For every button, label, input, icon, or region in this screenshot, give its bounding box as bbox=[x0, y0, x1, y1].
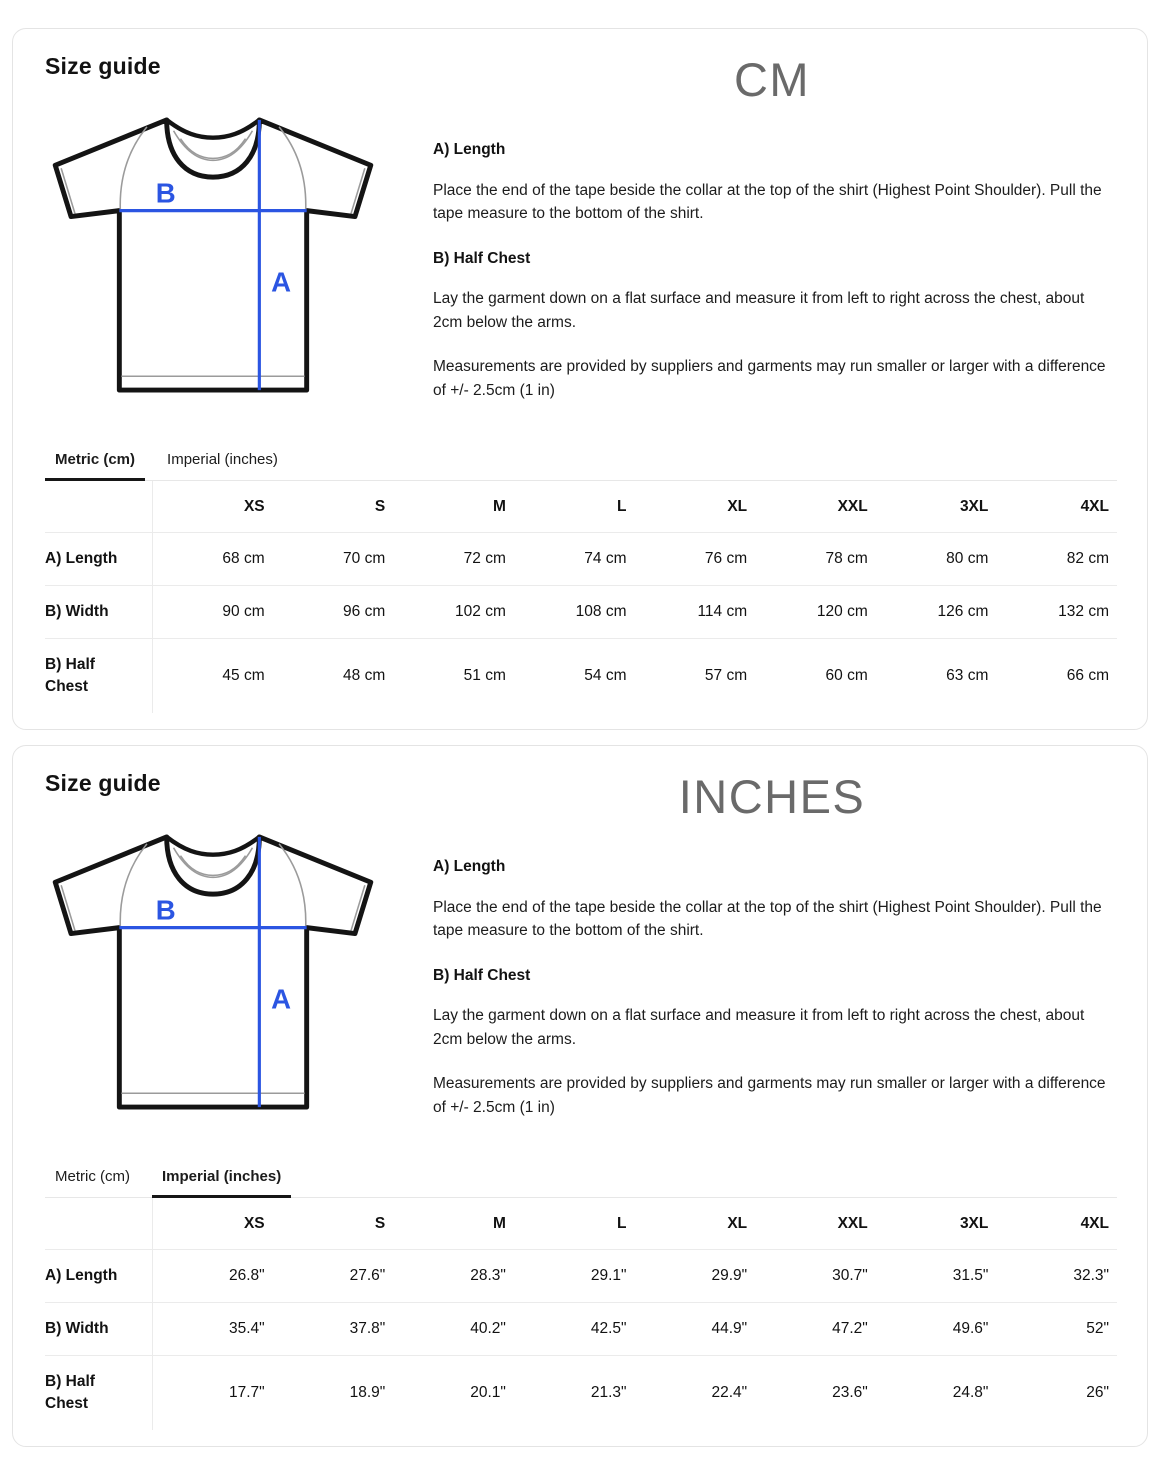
measurement-value-cell: 49.6" bbox=[952, 1320, 989, 1337]
length-description: Place the end of the tape beside the collar at the top of the shirt (Highest Point Shoulder). Pull the tape measure to the bottom of the shirt. bbox=[433, 181, 1102, 222]
measurement-row-label: B) Half Chest bbox=[45, 1356, 152, 1431]
measurement-value-cell: 76 cm bbox=[704, 550, 748, 567]
size-column-header: XS bbox=[243, 498, 265, 515]
panel-body bbox=[45, 831, 1117, 1127]
tshirt-illustration bbox=[45, 831, 381, 1112]
collar-rib-line-2 bbox=[180, 139, 245, 159]
measurement-value-cell: 132 cm bbox=[1058, 603, 1109, 620]
size-column-header: 4XL bbox=[1080, 1215, 1109, 1232]
table-row bbox=[45, 1356, 1117, 1431]
size-column-header: L bbox=[617, 1215, 627, 1232]
measurement-value-cell: 60 cm bbox=[825, 667, 868, 684]
measurement-value-cell: 23.6" bbox=[832, 1384, 868, 1401]
table-row bbox=[45, 1303, 1117, 1356]
measurement-value-cell: 48 cm bbox=[343, 667, 386, 684]
measurement-value-cell: 54 cm bbox=[584, 667, 627, 684]
measurement-value-cell: 72 cm bbox=[463, 550, 506, 567]
measurement-value-cell: 80 cm bbox=[946, 550, 989, 567]
measurement-value-cell: 90 cm bbox=[222, 603, 265, 620]
size-column-header: XS bbox=[243, 1215, 265, 1232]
half-chest-description: Lay the garment down on a flat surface and measure it from left to right across the chest, about 2cm below the arms. bbox=[433, 1007, 1085, 1048]
size-column-header: M bbox=[492, 498, 506, 515]
label-A: A bbox=[271, 266, 292, 298]
measurement-value-cell: 63 cm bbox=[946, 667, 989, 684]
measurement-value-cell: 21.3" bbox=[590, 1384, 627, 1401]
tab-metric-cm[interactable]: Metric (cm) bbox=[55, 1168, 130, 1185]
measurement-value-cell: 68 cm bbox=[222, 550, 265, 567]
measurement-row-label: A) Length bbox=[45, 533, 152, 586]
length-description: Place the end of the tape beside the collar at the top of the shirt (Highest Point Shoulder). Pull the tape measure to the bottom of the shirt. bbox=[433, 898, 1102, 939]
measurement-value-cell: 74 cm bbox=[584, 550, 627, 567]
measurement-value-cell: 51 cm bbox=[463, 667, 506, 684]
measurement-value-cell: 45 cm bbox=[222, 667, 265, 684]
size-column-header: XXL bbox=[837, 498, 868, 515]
measurement-value-cell: 29.1" bbox=[590, 1267, 627, 1284]
measurement-value-cell: 126 cm bbox=[937, 603, 989, 620]
half-chest-description: Lay the garment down on a flat surface and measure it from left to right across the chest, about 2cm below the arms. bbox=[433, 290, 1085, 331]
tab-metric-cm[interactable]: Metric (cm) bbox=[45, 444, 145, 481]
table-header-row bbox=[45, 481, 1117, 533]
measurement-value-cell: 96 cm bbox=[343, 603, 386, 620]
size-column-header: XL bbox=[727, 1215, 748, 1232]
measurement-value-cell: 24.8" bbox=[952, 1384, 989, 1401]
measurement-value-cell: 108 cm bbox=[575, 603, 627, 620]
table-row bbox=[45, 1250, 1117, 1303]
measurement-value-cell: 17.7" bbox=[228, 1384, 265, 1401]
table-corner-cell bbox=[45, 1198, 152, 1250]
size-guide-panel-cm bbox=[12, 28, 1148, 730]
measurement-value-cell: 114 cm bbox=[697, 603, 748, 620]
measurement-value-cell: 102 cm bbox=[455, 603, 506, 620]
size-guide-panel-inches bbox=[12, 745, 1148, 1447]
page-title: Size guide bbox=[45, 53, 161, 79]
label-A: A bbox=[271, 983, 292, 1015]
measurement-value-cell: 26" bbox=[1086, 1384, 1109, 1401]
table-row bbox=[45, 533, 1117, 586]
label-B: B bbox=[155, 177, 176, 209]
tolerance-note: Measurements are provided by suppliers and garments may run smaller or larger with a difference of +/- 2.5cm (1 in) bbox=[433, 358, 1106, 399]
panel-body bbox=[45, 114, 1117, 410]
measurement-value-cell: 35.4" bbox=[228, 1320, 265, 1337]
measurement-value-cell: 40.2" bbox=[470, 1320, 506, 1337]
measurement-value-cell: 78 cm bbox=[825, 550, 868, 567]
measurement-value-cell: 120 cm bbox=[816, 603, 868, 620]
measurement-value-cell: 44.9" bbox=[711, 1320, 748, 1337]
measurement-value-cell: 42.5" bbox=[590, 1320, 627, 1337]
measurement-value-cell: 22.4" bbox=[711, 1384, 748, 1401]
measurement-value-cell: 30.7" bbox=[832, 1267, 868, 1284]
measurement-value-cell: 20.1" bbox=[470, 1384, 506, 1401]
label-B: B bbox=[155, 894, 176, 926]
size-column-header: 4XL bbox=[1080, 498, 1109, 515]
measurement-value-cell: 66 cm bbox=[1066, 667, 1109, 684]
size-column-header: 3XL bbox=[959, 498, 989, 515]
table-row bbox=[45, 639, 1117, 714]
measurement-value-cell: 18.9" bbox=[349, 1384, 386, 1401]
size-table-cm bbox=[45, 481, 1117, 713]
tshirt-illustration bbox=[45, 114, 381, 395]
size-column-header: XXL bbox=[837, 1215, 868, 1232]
measurement-value-cell: 52" bbox=[1086, 1320, 1109, 1337]
measurement-value-cell: 29.9" bbox=[711, 1267, 748, 1284]
measurement-value-cell: 37.8" bbox=[349, 1320, 386, 1337]
measurement-row-label: B) Width bbox=[45, 586, 152, 639]
size-column-header: L bbox=[617, 498, 627, 515]
tshirt-diagram bbox=[45, 831, 381, 1112]
measurement-instructions bbox=[433, 831, 1117, 1127]
measurement-instructions bbox=[433, 114, 1117, 410]
measurement-value-cell: 70 cm bbox=[343, 550, 386, 567]
measurement-value-cell: 28.3" bbox=[470, 1267, 506, 1284]
table-header-row bbox=[45, 1198, 1117, 1250]
size-column-header: XL bbox=[727, 498, 748, 515]
measurement-row-label: A) Length bbox=[45, 1250, 152, 1303]
measurement-row-label: B) Half Chest bbox=[45, 639, 152, 714]
measurement-value-cell: 82 cm bbox=[1066, 550, 1109, 567]
measurement-value-cell: 26.8" bbox=[228, 1267, 265, 1284]
size-table-inches bbox=[45, 1198, 1117, 1430]
size-column-header: 3XL bbox=[959, 1215, 989, 1232]
collar-top-edge bbox=[167, 120, 260, 138]
tab-imperial-inches[interactable]: Imperial (inches) bbox=[167, 451, 278, 468]
measurement-value-cell: 57 cm bbox=[704, 667, 748, 684]
measurement-value-cell: 47.2" bbox=[832, 1320, 868, 1337]
unit-tabs bbox=[45, 444, 1117, 481]
collar-rib-line-2 bbox=[180, 856, 245, 876]
measurement-value-cell: 32.3" bbox=[1073, 1267, 1109, 1284]
collar-top-edge bbox=[167, 837, 260, 855]
size-column-header: M bbox=[492, 1215, 506, 1232]
unit-label-inches: INCHES bbox=[678, 770, 866, 823]
size-column-header: S bbox=[374, 1215, 386, 1232]
measurement-value-cell: 31.5" bbox=[952, 1267, 989, 1284]
unit-tabs bbox=[45, 1161, 1117, 1198]
half-chest-heading: B) Half Chest bbox=[433, 249, 531, 267]
measurement-row-label: B) Width bbox=[45, 1303, 152, 1356]
length-heading: A) Length bbox=[433, 141, 506, 158]
unit-label-cm: CM bbox=[733, 53, 811, 106]
length-heading: A) Length bbox=[433, 858, 506, 875]
tab-imperial-inches[interactable]: Imperial (inches) bbox=[152, 1161, 291, 1198]
table-row bbox=[45, 586, 1117, 639]
half-chest-heading: B) Half Chest bbox=[433, 966, 531, 984]
tolerance-note: Measurements are provided by suppliers and garments may run smaller or larger with a difference of +/- 2.5cm (1 in) bbox=[433, 1075, 1106, 1116]
size-column-header: S bbox=[374, 498, 386, 515]
tshirt-diagram bbox=[45, 114, 381, 395]
measurement-value-cell: 27.6" bbox=[349, 1267, 386, 1284]
table-corner-cell bbox=[45, 481, 152, 533]
page-title: Size guide bbox=[45, 770, 161, 796]
